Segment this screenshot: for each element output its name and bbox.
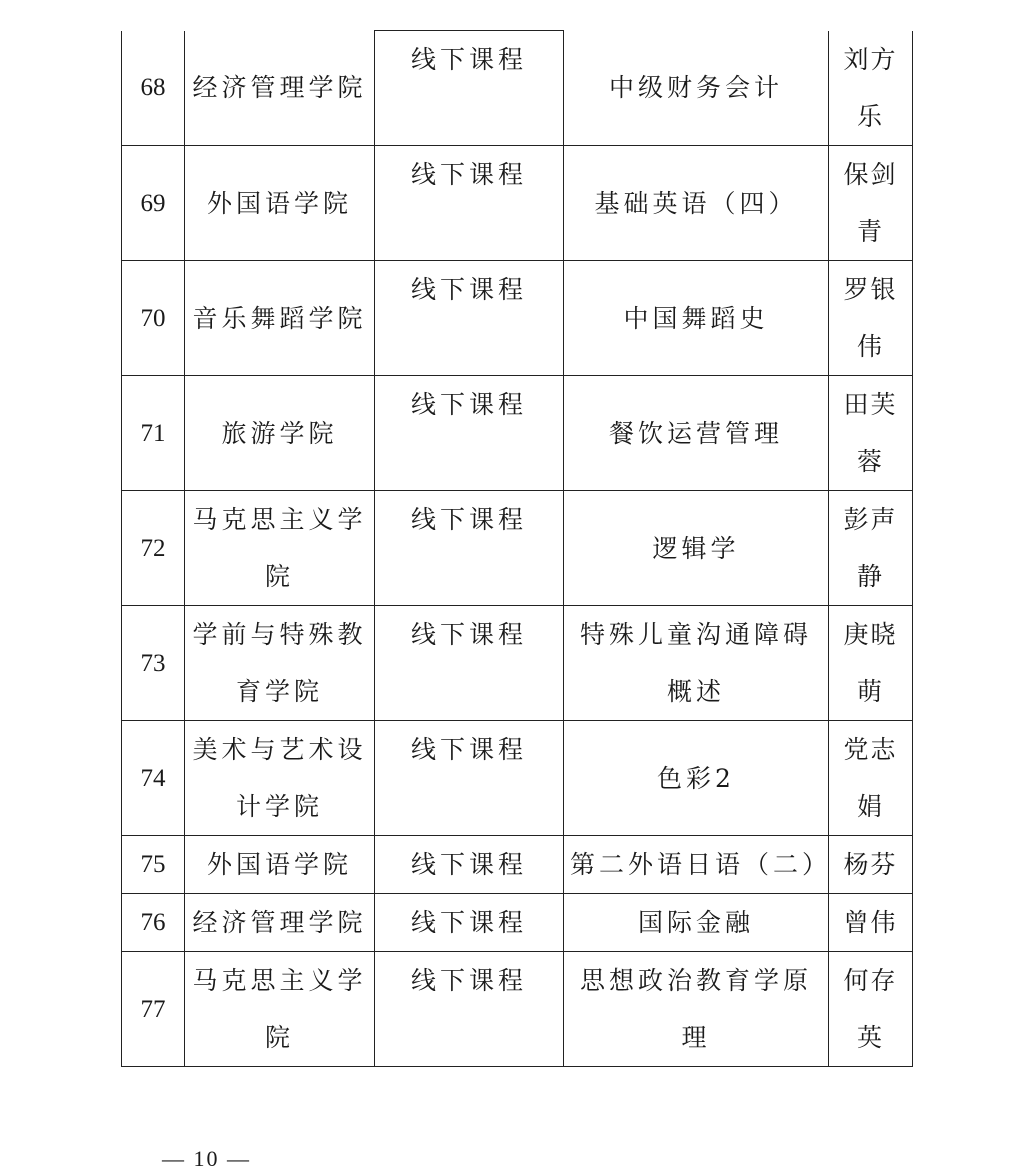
course-type-cell: 线下课程 [375, 146, 564, 261]
teacher-cell: 保剑青 [829, 146, 913, 261]
teacher-cell: 曾伟 [829, 894, 913, 952]
college-cell: 马克思主义学院 [185, 491, 375, 606]
teacher-cell: 罗银伟 [829, 261, 913, 376]
teacher-cell: 田芙蓉 [829, 376, 913, 491]
college-cell: 经济管理学院 [185, 894, 375, 952]
row-number: 74 [122, 721, 185, 836]
table-row [122, 952, 913, 1067]
course-name-cell: 逻辑学 [564, 491, 829, 606]
table-row [122, 261, 913, 376]
course-type-cell: 线下课程 [375, 491, 564, 606]
teacher-cell: 何存英 [829, 952, 913, 1067]
college-cell: 外国语学院 [185, 836, 375, 894]
row-number: 77 [122, 952, 185, 1067]
course-name-cell: 中级财务会计 [564, 31, 829, 146]
college-cell: 外国语学院 [185, 146, 375, 261]
course-type-cell: 线下课程 [375, 31, 564, 146]
course-name-cell: 基础英语（四） [564, 146, 829, 261]
course-table [121, 30, 913, 1067]
teacher-cell: 党志娟 [829, 721, 913, 836]
course-name-cell: 思想政治教育学原理 [564, 952, 829, 1067]
teacher-cell: 刘方乐 [829, 31, 913, 146]
course-name-cell: 第二外语日语（二） [564, 836, 829, 894]
row-number: 70 [122, 261, 185, 376]
course-type-cell: 线下课程 [375, 836, 564, 894]
table-row [122, 491, 913, 606]
table-row [122, 606, 913, 721]
college-cell: 音乐舞蹈学院 [185, 261, 375, 376]
row-number: 71 [122, 376, 185, 491]
course-type-cell: 线下课程 [375, 894, 564, 952]
college-cell: 旅游学院 [185, 376, 375, 491]
page-number: — 10 — [162, 1146, 251, 1171]
course-name-cell: 国际金融 [564, 894, 829, 952]
table-row [122, 146, 913, 261]
course-name-cell: 色彩2 [564, 721, 829, 836]
course-type-cell: 线下课程 [375, 606, 564, 721]
college-cell: 美术与艺术设计学院 [185, 721, 375, 836]
table-row [122, 31, 913, 146]
row-number: 75 [122, 836, 185, 894]
row-number: 68 [122, 31, 185, 146]
course-type-cell: 线下课程 [375, 261, 564, 376]
college-cell: 经济管理学院 [185, 31, 375, 146]
course-name-cell: 特殊儿童沟通障碍概述 [564, 606, 829, 721]
table-row [122, 894, 913, 952]
row-number: 69 [122, 146, 185, 261]
row-number: 76 [122, 894, 185, 952]
course-name-cell: 中国舞蹈史 [564, 261, 829, 376]
row-number: 73 [122, 606, 185, 721]
teacher-cell: 庚晓萌 [829, 606, 913, 721]
college-cell: 马克思主义学院 [185, 952, 375, 1067]
teacher-cell: 彭声静 [829, 491, 913, 606]
college-cell: 学前与特殊教育学院 [185, 606, 375, 721]
course-type-cell: 线下课程 [375, 721, 564, 836]
course-type-cell: 线下课程 [375, 376, 564, 491]
table-row [122, 721, 913, 836]
row-number: 72 [122, 491, 185, 606]
table-row [122, 836, 913, 894]
teacher-cell: 杨芬 [829, 836, 913, 894]
course-name-cell: 餐饮运营管理 [564, 376, 829, 491]
course-type-cell: 线下课程 [375, 952, 564, 1067]
table-row [122, 376, 913, 491]
